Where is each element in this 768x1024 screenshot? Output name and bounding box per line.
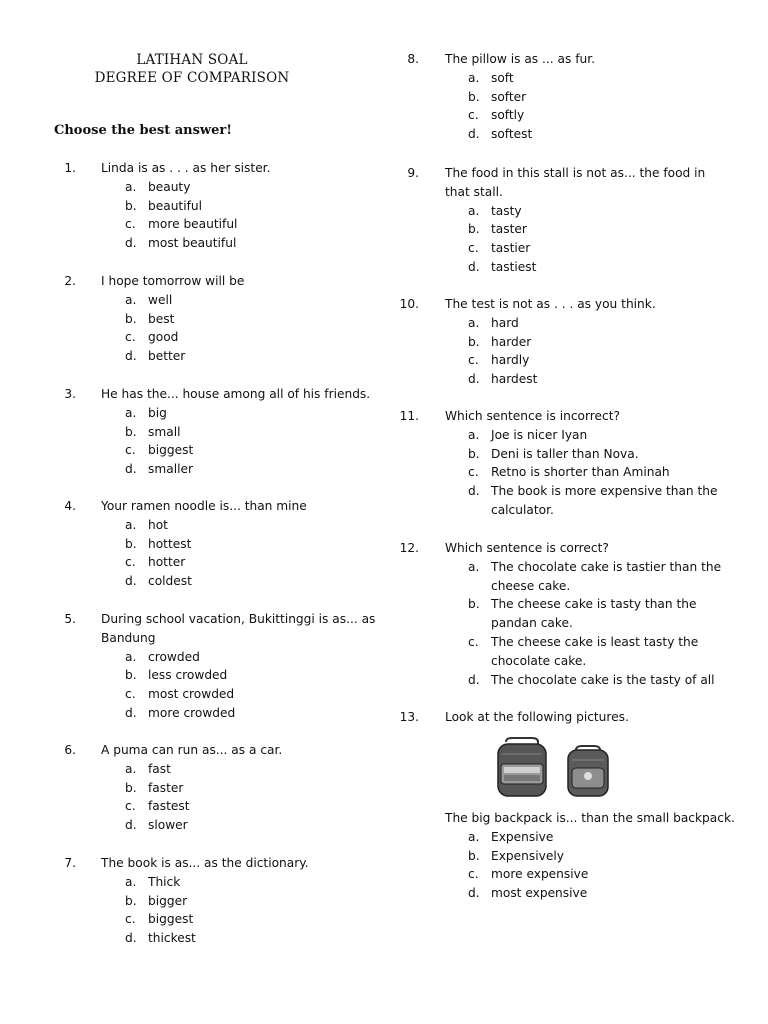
question-number: 3. <box>64 387 76 401</box>
option-letter: a. <box>125 761 137 776</box>
option-text: fast <box>148 761 171 776</box>
question-number: 10. <box>399 297 419 311</box>
option-text: Retno is shorter than Aminah <box>491 465 670 480</box>
option-text: The cheese cake is least tasty the <box>491 635 699 649</box>
question-text-after-image: The big backpack is... than the small backpack. <box>445 811 735 825</box>
option-text: well <box>148 292 173 307</box>
question-number: 11. <box>399 409 419 423</box>
question-text: The pillow is as ... as fur. <box>445 52 596 66</box>
option-text: good <box>148 330 179 345</box>
option-text: biggest <box>148 443 194 458</box>
option-text: Thick <box>148 874 181 889</box>
option-letter: b. <box>125 311 137 326</box>
option-text: more crowded <box>148 706 236 720</box>
option-text: softly <box>491 108 525 123</box>
backpacks-image <box>492 736 616 798</box>
option-text: most beautiful <box>148 236 237 251</box>
question-number: 7. <box>64 856 76 870</box>
option-letter: b. <box>468 334 480 349</box>
option-text: soft <box>491 70 514 85</box>
option-text: more beautiful <box>148 217 238 232</box>
option-text: most crowded <box>148 687 235 702</box>
option-letter: d. <box>468 672 480 687</box>
option-text: softer <box>491 89 527 104</box>
option-letter: b. <box>468 446 480 461</box>
option-text: smaller <box>148 462 193 477</box>
option-text: softest <box>491 127 533 142</box>
option-letter: a. <box>125 517 137 532</box>
option-letter: d. <box>125 349 137 364</box>
option-text: Expensive <box>491 829 554 844</box>
option-text: The chocolate cake is tastier than the <box>491 559 722 574</box>
option-letter: c. <box>125 330 136 345</box>
question-text: I hope tomorrow will be <box>101 274 245 288</box>
option-text: fastest <box>148 799 190 814</box>
option-letter: d. <box>125 574 137 589</box>
option-text: harder <box>491 334 532 349</box>
option-letter: c. <box>125 799 136 814</box>
option-text: hard <box>491 315 519 330</box>
question-text: He has the... house among all of his friends. <box>101 387 371 401</box>
question-number: 1. <box>64 161 76 175</box>
option-text: better <box>148 349 186 364</box>
option-letter: a. <box>125 405 137 420</box>
question-text: The book is as... as the dictionary. <box>101 856 309 870</box>
question-text-continued: Bandung <box>101 630 156 645</box>
option-letter: c. <box>125 217 136 232</box>
question-text: Linda is as . . . as her sister. <box>101 161 271 175</box>
small-backpack-icon <box>568 746 608 796</box>
option-text: Deni is taller than Nova. <box>491 446 639 461</box>
option-text: hardest <box>491 372 538 387</box>
option-letter: b. <box>468 89 480 104</box>
option-text: more expensive <box>491 867 589 882</box>
option-text: biggest <box>148 912 194 927</box>
option-text: tastier <box>491 241 531 256</box>
option-text: The chocolate cake is the tasty of all <box>491 672 715 687</box>
option-text: slower <box>148 818 188 833</box>
option-letter: b. <box>125 780 137 795</box>
question-text: Look at the following pictures. <box>445 710 629 724</box>
question-number: 4. <box>64 499 76 513</box>
option-text: hardly <box>491 353 530 368</box>
option-text: faster <box>148 780 184 795</box>
option-letter: a. <box>125 292 137 307</box>
option-text-continued: chocolate cake. <box>491 653 587 668</box>
option-text-continued: cheese cake. <box>491 578 571 593</box>
instruction-text: Choose the best answer! <box>54 123 232 138</box>
question-text: Which sentence is correct? <box>445 541 609 555</box>
option-letter: b. <box>125 424 137 439</box>
option-text: crowded <box>148 649 200 664</box>
option-letter: a. <box>468 829 480 844</box>
option-text: hotter <box>148 555 186 570</box>
option-letter: b. <box>468 597 480 612</box>
option-text: best <box>148 311 175 326</box>
option-text: most expensive <box>491 886 588 901</box>
option-letter: b. <box>125 668 137 683</box>
option-text: thickest <box>148 931 196 946</box>
question-number: 12. <box>399 541 419 555</box>
option-letter: d. <box>125 236 137 251</box>
question-number: 5. <box>64 612 76 626</box>
option-letter: c. <box>468 241 479 256</box>
question-number: 6. <box>64 743 76 757</box>
option-text-continued: pandan cake. <box>491 616 573 631</box>
option-text: bigger <box>148 893 188 908</box>
option-text: coldest <box>148 574 192 589</box>
option-text: small <box>148 424 181 439</box>
option-letter: d. <box>125 462 137 477</box>
question-text: The test is not as . . . as you think. <box>445 297 656 311</box>
option-letter: c. <box>468 465 479 480</box>
option-letter: c. <box>468 353 479 368</box>
option-letter: d. <box>125 706 137 720</box>
question-text: The food in this stall is not as... the food in <box>445 166 706 180</box>
question-text: During school vacation, Bukittinggi is as... as <box>101 612 376 626</box>
option-letter: a. <box>468 315 480 330</box>
option-text: hottest <box>148 536 192 551</box>
question-text-continued: that stall. <box>445 184 503 199</box>
option-letter: a. <box>125 649 137 664</box>
question-text: Which sentence is incorrect? <box>445 409 620 423</box>
option-letter: d. <box>468 484 480 499</box>
worksheet-title-line2: DEGREE OF COMPARISON <box>94 70 290 86</box>
option-text: hot <box>148 517 168 532</box>
option-letter: d. <box>125 818 137 833</box>
option-letter: c. <box>125 555 136 570</box>
option-text: taster <box>491 222 527 237</box>
option-letter: a. <box>468 427 480 442</box>
question-text: Your ramen noodle is... than mine <box>101 499 307 513</box>
option-letter: a. <box>468 70 480 85</box>
option-letter: b. <box>125 198 137 213</box>
option-letter: a. <box>468 203 480 218</box>
big-backpack-icon <box>498 738 546 796</box>
option-letter: a. <box>468 559 480 574</box>
option-letter: b. <box>125 536 137 551</box>
question-number: 9. <box>407 166 419 180</box>
option-letter: a. <box>125 874 137 889</box>
worksheet-title-line1: LATIHAN SOAL <box>136 52 248 68</box>
option-letter: d. <box>468 372 480 387</box>
option-letter: b. <box>125 893 137 908</box>
option-letter: d. <box>468 127 480 142</box>
option-letter: c. <box>468 635 479 649</box>
option-letter: d. <box>468 260 480 274</box>
question-number: 2. <box>64 274 76 288</box>
option-text: Joe is nicer Iyan <box>491 427 588 442</box>
option-text: tastiest <box>491 260 537 274</box>
option-text: Expensively <box>491 848 564 863</box>
option-letter: a. <box>125 179 137 194</box>
option-letter: c. <box>468 108 479 123</box>
question-text: A puma can run as... as a car. <box>101 743 283 757</box>
option-text: big <box>148 405 167 420</box>
question-number: 8. <box>407 52 419 66</box>
option-letter: c. <box>125 443 136 458</box>
option-letter: c. <box>125 912 136 927</box>
option-text: less crowded <box>148 668 228 683</box>
option-text: beauty <box>148 179 191 194</box>
option-letter: d. <box>125 931 137 946</box>
question-number: 13. <box>399 710 419 724</box>
option-letter: c. <box>125 687 136 702</box>
option-letter: d. <box>468 886 480 901</box>
option-letter: b. <box>468 848 480 863</box>
option-text: The book is more expensive than the <box>491 484 718 499</box>
option-text: tasty <box>491 203 522 218</box>
option-text-continued: calculator. <box>491 503 554 517</box>
option-letter: c. <box>468 867 479 882</box>
option-text: The cheese cake is tasty than the <box>491 597 697 612</box>
option-letter: b. <box>468 222 480 237</box>
option-text: beautiful <box>148 198 202 213</box>
